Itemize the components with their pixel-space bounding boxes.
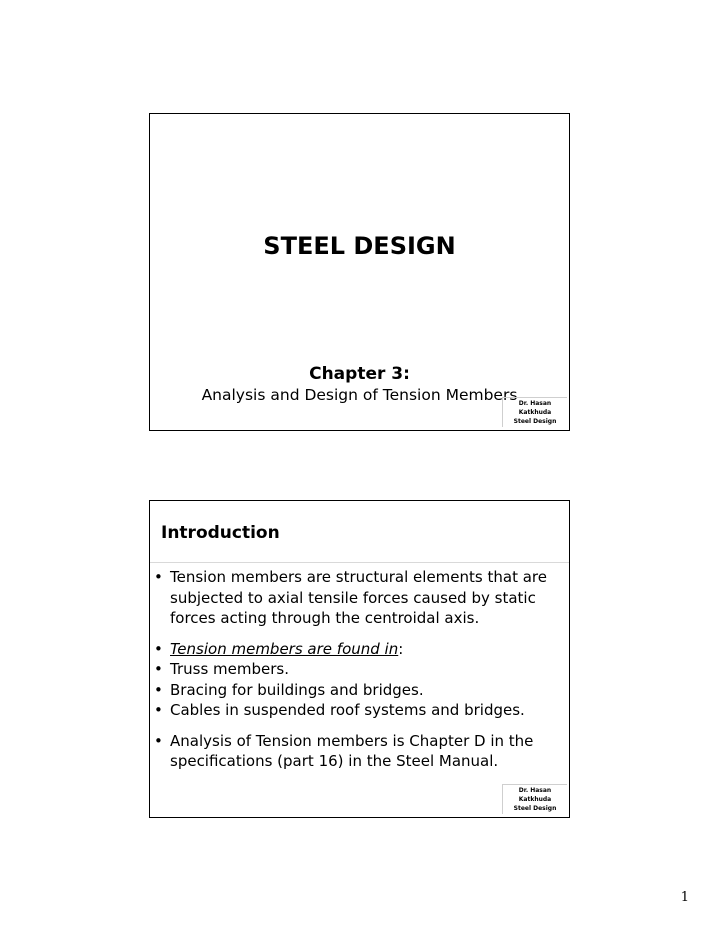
bullet-marker: •	[154, 731, 163, 750]
footer-author: Dr. Hasan Katkhuda	[518, 787, 552, 803]
introduction-slide	[149, 500, 570, 818]
footer-course: Steel Design	[513, 418, 557, 425]
slide-title: Introduction	[161, 523, 280, 543]
list-item	[153, 567, 553, 629]
page-number: 1	[680, 890, 689, 905]
bullet-marker: •	[154, 639, 163, 658]
bullet-text: Truss members.	[170, 660, 289, 678]
list-item	[153, 731, 553, 772]
slide-footer	[502, 784, 567, 814]
footer-course: Steel Design	[513, 805, 557, 812]
bullet-text: Analysis of Tension members is Chapter D in the specifications (part 16) in the Steel Manual.	[170, 731, 534, 770]
slide-title: STEEL DESIGN	[263, 232, 456, 260]
bullet-text: Bracing for buildings and bridges.	[170, 680, 424, 699]
bullet-marker: •	[154, 568, 163, 586]
title-slide	[149, 113, 570, 431]
slide-footer	[502, 397, 567, 427]
chapter-subtitle: Analysis and Design of Tension Members	[201, 386, 518, 404]
list-item	[153, 659, 553, 680]
bullet-marker: •	[154, 680, 163, 699]
list-item	[153, 639, 553, 660]
bullet-marker: •	[154, 701, 163, 719]
bullet-marker: •	[154, 660, 163, 678]
bullet-text: Cables in suspended roof systems and bridges.	[170, 701, 525, 719]
bullet-text-emphasis: Tension members are found in	[170, 639, 399, 658]
list-item	[153, 700, 553, 721]
bullet-list	[153, 567, 553, 772]
bullet-text-suffix: :	[398, 639, 404, 658]
bullet-text: Tension members are structural elements that are subjected to axial tensile forces caused by static forces acting through the centroidal axis.	[170, 568, 547, 627]
list-item	[153, 680, 553, 701]
slide-header	[150, 501, 569, 563]
footer-author: Dr. Hasan Katkhuda	[518, 400, 552, 416]
chapter-label: Chapter 3:	[309, 364, 410, 384]
